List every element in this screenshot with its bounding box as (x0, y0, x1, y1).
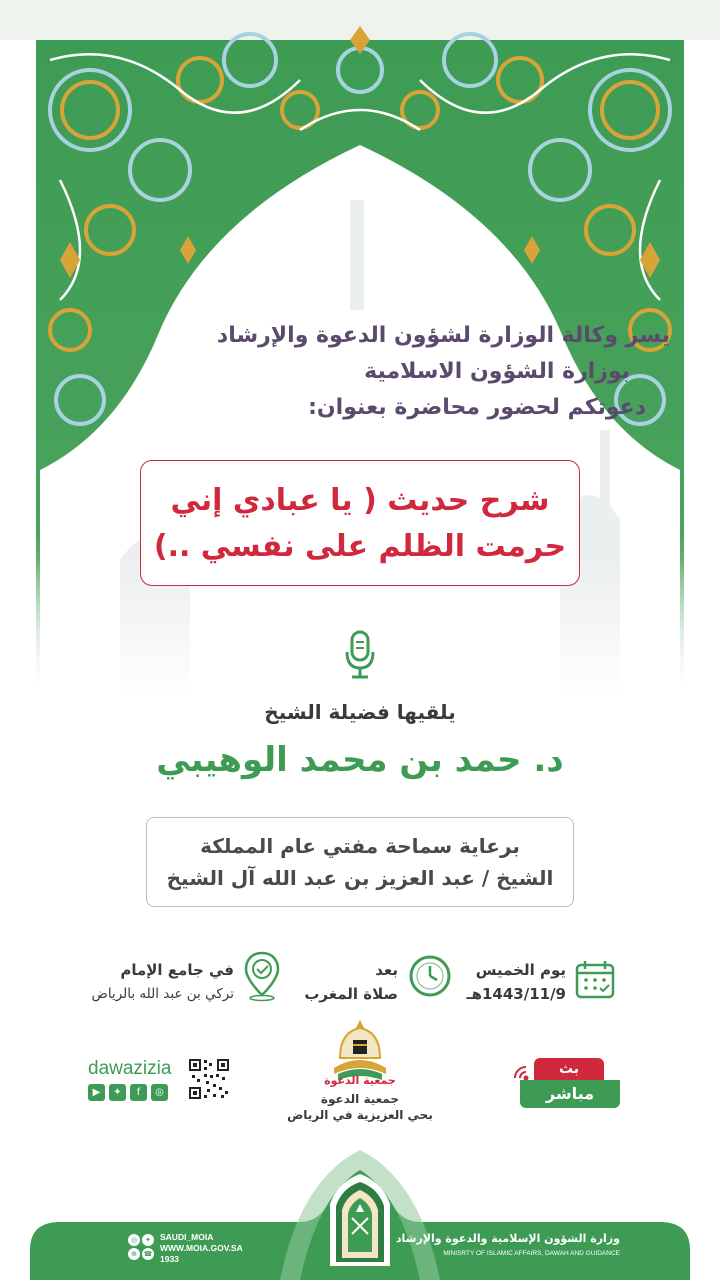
footer-phone-icon[interactable]: ☎ (143, 1250, 153, 1258)
live-badge-top: بث (534, 1058, 604, 1080)
footer-social-icons (128, 1234, 154, 1260)
lecture-title-line-1: شرح حديث ( يا عبادي إني (170, 483, 550, 518)
lecturer-name: د. حمد بن محمد الوهيبي (156, 740, 564, 780)
facebook-icon[interactable]: f (130, 1084, 147, 1101)
ministry-name-ar: وزارة الشؤون الإسلامية والدعوة والإرشاد (395, 1232, 620, 1245)
clock-icon (408, 954, 452, 998)
organizer-name-line-1: جمعية الدعوة (320, 1092, 400, 1106)
patronage-line-1: برعاية سماحة مفتي عام المملكة (200, 834, 520, 858)
place-label: في جامع الإمام (120, 961, 234, 979)
lecture-title-line-2: حرمت الظلم على نفسي ..) (153, 529, 567, 564)
intro-line-3: دعوتكم لحضور محاضرة بعنوان: (308, 395, 646, 420)
social-handle[interactable]: dawazizia (88, 1058, 172, 1079)
date-value: 1443/11/9هـ (466, 985, 566, 1003)
intro-text (80, 318, 670, 426)
lecture-title-box (140, 460, 580, 586)
footer-twitter-icon[interactable]: ✦ (142, 1234, 154, 1246)
footer-handle[interactable]: SAUDI_MOIA (160, 1232, 214, 1242)
patronage-box (146, 817, 574, 907)
organizer-name-line-2: بحي العزيزية في الرياض (287, 1108, 433, 1122)
place-info (40, 958, 234, 1006)
time-value: صلاة المغرب (304, 985, 398, 1003)
footer-phone[interactable]: 1933 (160, 1254, 179, 1264)
twitter-icon[interactable]: ✦ (109, 1084, 126, 1101)
youtube-icon[interactable]: ▶ (88, 1084, 105, 1101)
lecturer-label: يلقيها فضيلة الشيخ (264, 700, 456, 724)
time-info (282, 958, 398, 1006)
intro-line-1: يسر وكالة الوزارة لشؤون الدعوة والإرشاد (216, 323, 670, 348)
ministry-name-en: MINISRTY OF ISLAMIC AFFAIRS, DAWAH AND GUIDANCE (443, 1250, 620, 1257)
qr-code-icon[interactable] (188, 1058, 230, 1100)
footer-instagram-icon[interactable]: ◎ (128, 1234, 140, 1246)
date-day: يوم الخميس (475, 961, 566, 979)
organizer-logo-text (300, 1070, 420, 1090)
patronage-line-2: الشيخ / عبد العزيز بن عبد الله آل الشيخ (166, 866, 554, 890)
ministry-emblem (320, 1172, 400, 1268)
calendar-icon (574, 958, 616, 1000)
footer-website[interactable]: WWW.MOIA.GOV.SA (160, 1243, 243, 1253)
place-value: تركي بن عبد الله بالرياض (91, 986, 234, 1002)
footer-contact (160, 1232, 243, 1265)
social-icons (88, 1084, 168, 1101)
time-label: بعد (375, 961, 398, 979)
intro-line-2: بوزارة الشؤون الاسلامية (364, 359, 630, 384)
location-pin-icon (242, 950, 282, 1002)
microphone-icon (342, 630, 378, 680)
live-badge-bottom: مباشر (520, 1080, 620, 1108)
instagram-icon[interactable]: ◎ (151, 1084, 168, 1101)
organizer-logo-label: جمعية الدعوة (324, 1074, 396, 1087)
footer-web-icon[interactable]: ⊕ (128, 1248, 140, 1260)
date-info (450, 958, 566, 1006)
